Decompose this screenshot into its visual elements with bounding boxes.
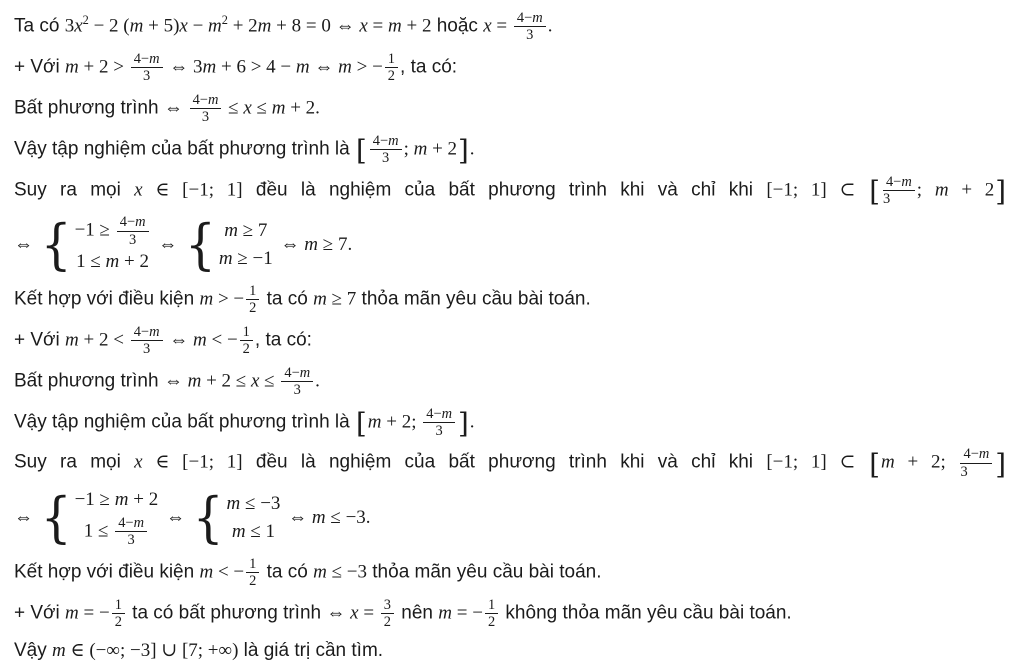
right-bracket: ] <box>458 408 469 441</box>
text-run: Kết hợp với điều kiện <box>14 561 200 583</box>
fraction-denominator: 3 <box>882 190 891 207</box>
fraction-denominator: 2 <box>383 614 391 631</box>
text-run: không thỏa mãn yêu cầu bài toán. <box>500 602 792 624</box>
text-run: Bất phương trình <box>14 97 164 119</box>
math-run: ; m + 2 <box>403 138 458 160</box>
math-run: . <box>547 15 553 37</box>
text-run: Suy ra mọi <box>14 179 135 200</box>
math-run: . <box>469 138 475 160</box>
math-run: −1 ≥ m + 2 <box>74 489 159 511</box>
fraction-numerator: 4−m <box>960 447 992 463</box>
math-run: m + 2 < <box>65 329 124 351</box>
system-rows <box>75 215 151 275</box>
text-run: ta có <box>261 561 314 583</box>
text-run: Bất phương trình <box>14 370 164 392</box>
system-row <box>75 215 151 247</box>
line-7 <box>14 284 1007 316</box>
system-rows <box>219 219 273 271</box>
text-run: thỏa mãn yêu cầu bài toán. <box>356 288 591 310</box>
line-11 <box>14 447 1007 479</box>
math-run: m ≥ 7 <box>224 219 268 241</box>
fraction-denominator: 2 <box>387 68 396 85</box>
fraction-denominator: 3 <box>142 341 151 358</box>
math-run: m ≤ 1 <box>231 520 276 542</box>
fraction-numerator: 4−m <box>115 516 147 532</box>
math-run: ⇔ m + 2 ≤ x ≤ <box>163 370 275 392</box>
line-2 <box>14 52 1007 84</box>
fraction <box>883 175 915 207</box>
math-run: ⇔ <box>14 507 33 529</box>
fraction-denominator: 3 <box>201 109 210 126</box>
left-bracket: [ <box>356 135 367 168</box>
fraction-denominator: 2 <box>249 573 257 590</box>
math-run: ⇔ <box>14 234 33 256</box>
fraction-numerator: 4−m <box>117 215 149 231</box>
fraction <box>240 325 253 357</box>
superscript: 2 <box>221 13 228 28</box>
text-run: ta có <box>261 288 314 310</box>
fraction <box>381 598 394 630</box>
fraction-denominator: 2 <box>114 614 122 631</box>
line-10 <box>14 407 1007 439</box>
text-run: hoặc <box>431 15 484 37</box>
line-15 <box>14 639 1007 664</box>
fraction-numerator: 4−m <box>281 366 313 382</box>
fraction-numerator: 4−m <box>190 93 222 109</box>
system-row <box>84 516 149 548</box>
fraction <box>131 52 163 84</box>
fraction-numerator: 1 <box>385 52 398 68</box>
fraction-numerator: 4−m <box>883 175 915 191</box>
text-run: đều là nghiệm của bất phương trình khi và chỉ khi <box>242 451 767 473</box>
text-run: là giá trị cần tìm. <box>238 639 384 661</box>
math-run: 3x <box>64 15 83 37</box>
fraction <box>370 134 402 166</box>
text-run: Vậy tập nghiệm của bất phương trình là <box>14 138 355 160</box>
system-rows <box>75 488 159 548</box>
math-run: m = − <box>438 602 483 624</box>
fraction <box>485 598 498 630</box>
math-run: m + 2; <box>367 411 417 433</box>
text-run: + Với <box>14 56 66 78</box>
text-run: ta có bất phương trình <box>126 602 327 624</box>
math-run: ⇔ m ≥ 7. <box>280 234 353 256</box>
fraction-denominator: 3 <box>129 231 137 248</box>
fraction <box>385 52 398 84</box>
fraction <box>514 11 546 43</box>
math-run: m = − <box>65 602 110 624</box>
system-row <box>75 488 159 513</box>
math-run: m > − <box>199 288 245 310</box>
right-bracket: ] <box>458 135 469 168</box>
text-run: đều là nghiệm của bất phương trình khi và chỉ khi <box>242 179 767 200</box>
system-brace-icon: { <box>40 486 72 549</box>
fraction-numerator: 1 <box>485 598 498 614</box>
line-1 <box>14 11 1007 43</box>
right-bracket: ] <box>995 448 1007 481</box>
math-run: m ≥ −1 <box>218 247 273 269</box>
equation-system <box>41 215 151 275</box>
system-row <box>227 492 281 517</box>
math-run: ⇔ <box>165 507 185 529</box>
system-brace-icon: { <box>192 486 224 549</box>
equation-system <box>41 488 158 548</box>
fraction <box>112 598 125 630</box>
math-run: ⇔ <box>158 234 178 256</box>
fraction-numerator: 1 <box>240 325 253 341</box>
fraction <box>423 407 455 439</box>
math-run: m + 2 > <box>65 56 124 78</box>
math-run: m ≤ −3 <box>313 561 367 583</box>
text-run: Vậy <box>14 639 53 661</box>
text-run: Ta có <box>14 15 65 37</box>
left-bracket: [ <box>869 448 880 481</box>
math-run: . <box>315 370 320 392</box>
line-14 <box>14 598 1007 630</box>
line-6 <box>14 215 1007 275</box>
math-run: ⇔ x = <box>326 602 375 624</box>
fraction-denominator: 2 <box>487 614 496 631</box>
line-5 <box>14 175 1007 207</box>
fraction-denominator: 3 <box>382 150 390 167</box>
math-run: m ≥ 7 <box>313 288 357 310</box>
fraction <box>246 284 259 316</box>
math-run: [−1; 1] ⊂ <box>766 451 856 473</box>
math-run: −1 ≥ <box>74 219 110 241</box>
system-brace-icon: { <box>40 213 72 276</box>
superscript: 2 <box>82 13 89 28</box>
math-run: − 2 (m + 5)x − m <box>93 15 222 37</box>
math-run: x ∈ [−1; 1] <box>134 179 243 200</box>
math-run: ; m + 2 <box>916 179 995 200</box>
text-run: Vậy tập nghiệm của bất phương trình là <box>14 411 355 433</box>
fraction-denominator: 3 <box>142 68 151 85</box>
fraction-numerator: 1 <box>112 598 125 614</box>
fraction-numerator: 1 <box>246 284 259 300</box>
text-run: + Với <box>14 329 66 351</box>
fraction <box>131 325 163 357</box>
math-run: m ∈ (−∞; −3] ∪ [7; +∞) <box>52 639 239 661</box>
fraction-denominator: 3 <box>435 423 443 439</box>
fraction-denominator: 2 <box>249 300 257 317</box>
text-run: nên <box>396 602 439 624</box>
equation-system <box>185 213 273 276</box>
fraction-denominator: 3 <box>127 532 135 549</box>
math-run: x ∈ [−1; 1] <box>134 451 243 473</box>
fraction <box>190 93 222 125</box>
text-run: + Với <box>14 602 66 624</box>
math-run: 1 ≤ <box>83 520 109 542</box>
fraction <box>115 516 147 548</box>
math-run: . <box>469 411 475 433</box>
math-run: ⇔ m ≤ −3. <box>288 507 371 529</box>
math-run: 1 ≤ m + 2 <box>76 251 149 273</box>
system-row <box>219 247 273 272</box>
line-4 <box>14 134 1007 166</box>
fraction-denominator: 3 <box>293 382 301 399</box>
text-run: , ta có: <box>400 56 458 78</box>
right-bracket: ] <box>995 176 1007 209</box>
math-run: m < − <box>199 561 245 583</box>
fraction-denominator: 3 <box>960 463 968 480</box>
fraction-numerator: 1 <box>246 557 259 573</box>
system-brace-icon: { <box>185 213 216 276</box>
line-13 <box>14 557 1007 589</box>
math-run: ⇔ <box>163 97 183 119</box>
fraction-numerator: 4−m <box>131 52 163 68</box>
line-12 <box>14 488 1007 548</box>
line-9 <box>14 366 1007 398</box>
text-run: , ta có: <box>254 329 312 351</box>
fraction <box>246 557 259 589</box>
fraction-denominator: 3 <box>526 27 534 44</box>
math-run: ⇔ m < − <box>169 329 238 351</box>
fraction <box>960 447 992 479</box>
math-run: ≤ x ≤ m + 2. <box>228 97 320 119</box>
fraction <box>117 215 149 247</box>
text-run: Suy ra mọi <box>14 451 135 473</box>
math-run: [−1; 1] ⊂ <box>766 179 856 200</box>
left-bracket: [ <box>869 176 880 209</box>
math-run: + 2m + 8 = 0 ⇔ x = m + 2 <box>232 15 432 37</box>
fraction-numerator: 4−m <box>131 325 163 341</box>
text-run: Kết hợp với điều kiện <box>14 288 200 310</box>
line-3 <box>14 93 1007 125</box>
math-run: m ≤ −3 <box>226 492 281 514</box>
fraction-numerator: 4−m <box>514 11 546 27</box>
math-run: m + 2; <box>880 451 946 473</box>
system-row <box>232 520 275 545</box>
system-row <box>224 219 267 244</box>
fraction-numerator: 4−m <box>370 134 402 150</box>
equation-system <box>192 486 281 549</box>
fraction-numerator: 3 <box>381 598 394 614</box>
left-bracket: [ <box>356 408 367 441</box>
text-run: thỏa mãn yêu cầu bài toán. <box>367 561 602 583</box>
fraction-denominator: 2 <box>242 341 250 358</box>
line-8 <box>14 325 1007 357</box>
system-row <box>76 250 149 275</box>
system-rows <box>227 492 281 544</box>
fraction <box>281 366 313 398</box>
math-run: ⇔ 3m + 6 > 4 − m ⇔ m > − <box>169 56 383 78</box>
math-run: x = <box>483 15 508 37</box>
fraction-numerator: 4−m <box>423 407 455 423</box>
